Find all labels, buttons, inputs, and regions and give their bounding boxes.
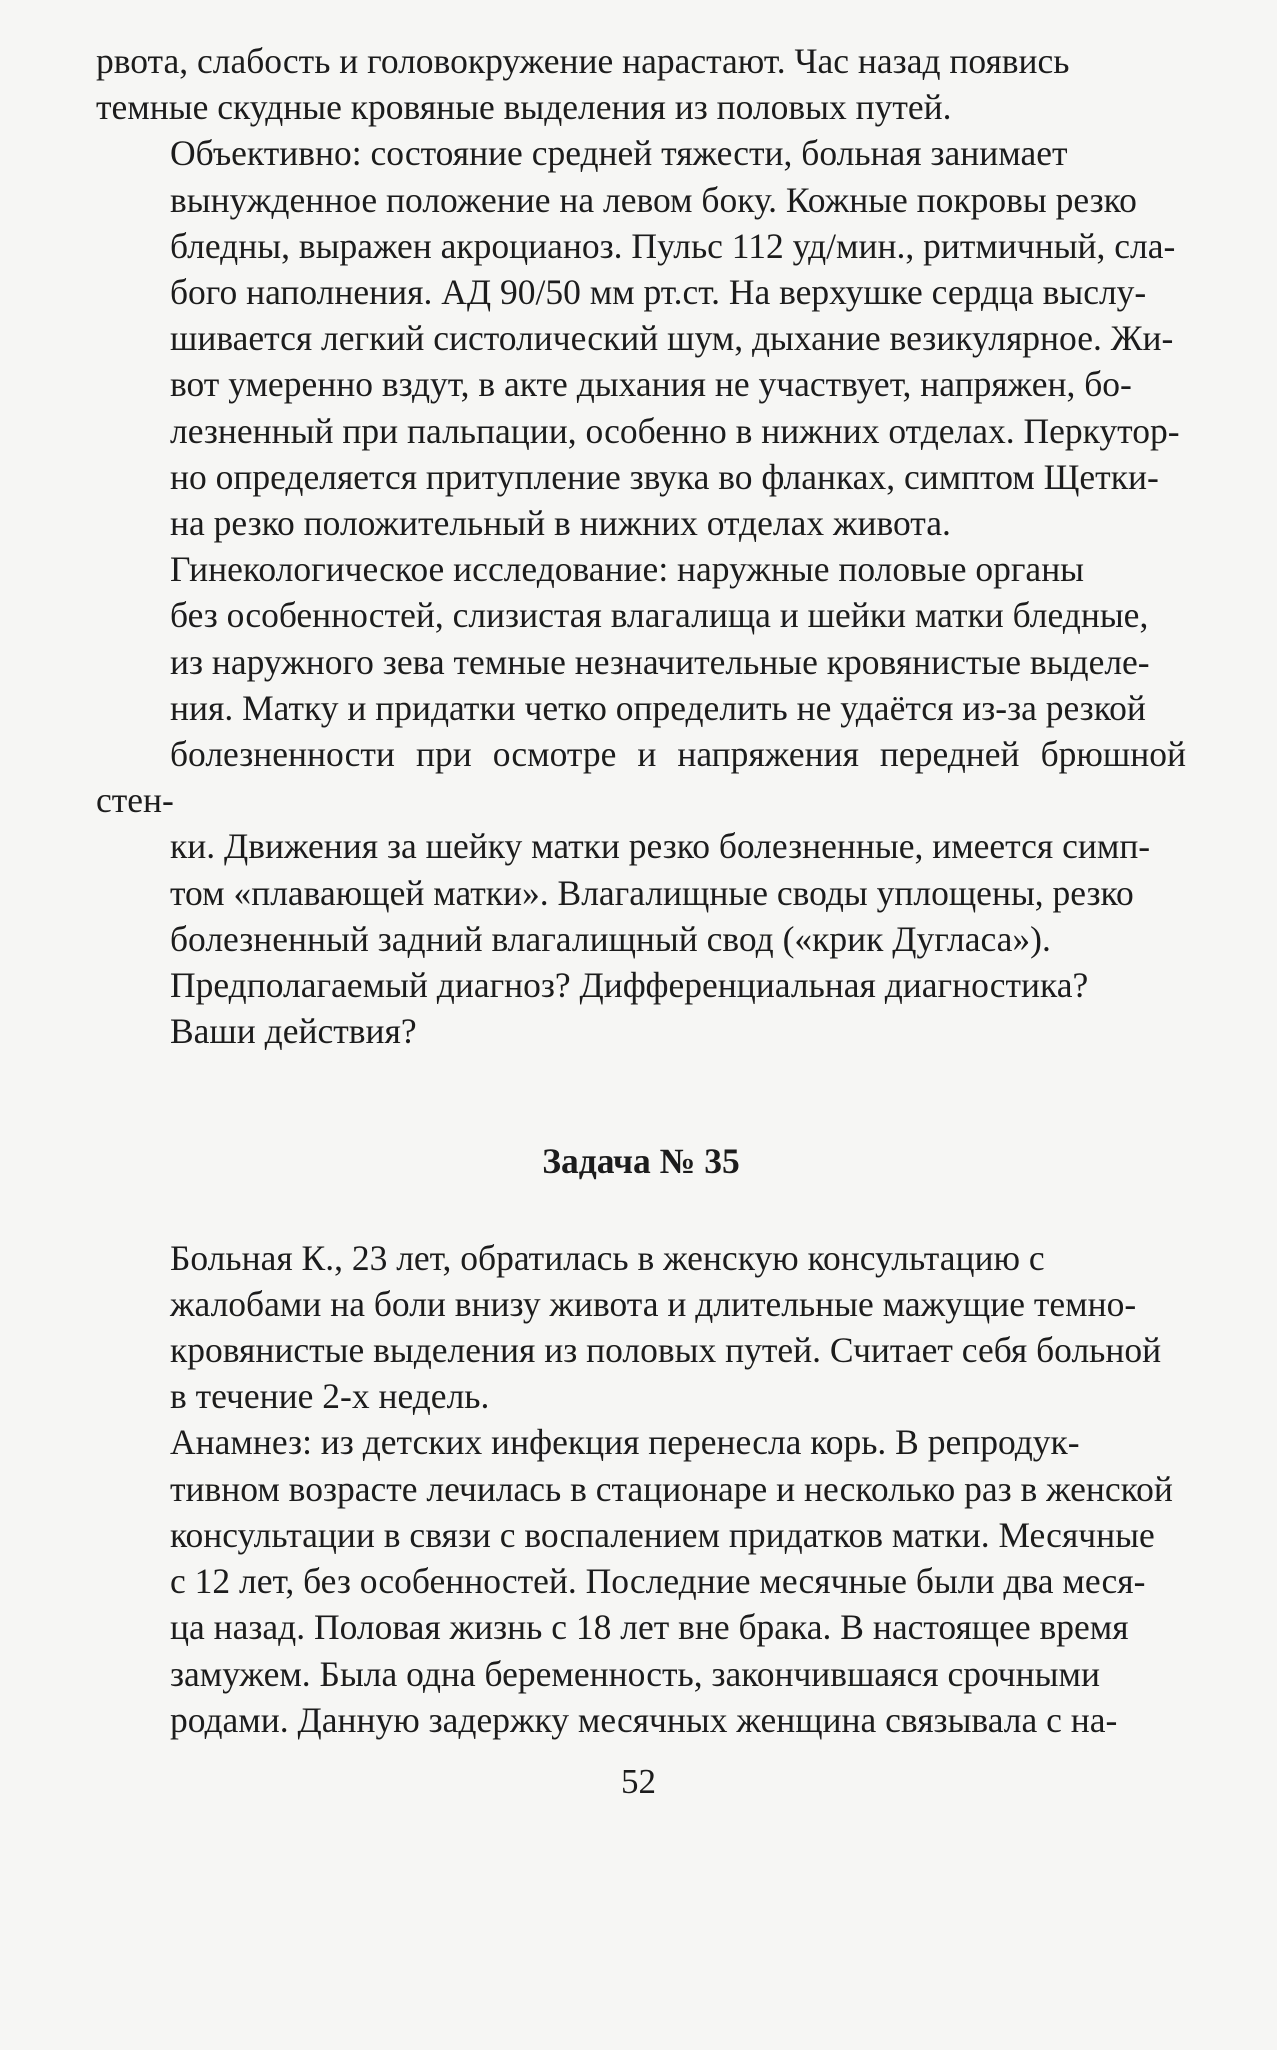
paragraph-continuation bbox=[96, 38, 1186, 130]
text-line: но определяется притупление звука во фланках, симптом Щетки- bbox=[170, 456, 1159, 497]
text-line: кровянистые выделения из половых путей. Считает себя больной bbox=[170, 1330, 1162, 1371]
paragraph-gyn bbox=[96, 546, 1186, 962]
paragraph-question bbox=[96, 962, 1186, 1054]
paragraph-patient bbox=[96, 1235, 1186, 1420]
text-line: ния. Матку и придатки четко определить не удаётся из-за резкой bbox=[170, 687, 1146, 728]
text-line: болезненности при осмотре и напряжения передней брюшной стен- bbox=[96, 734, 1186, 821]
text-line: рвота, слабость и головокружение нарастают. Час назад появись bbox=[96, 41, 1070, 81]
text-line: болезненный задний влагалищный свод («крик Дугласа»). bbox=[170, 918, 1051, 959]
text-line: вот умеренно вздут, в акте дыхания не участвует, напряжен, бо- bbox=[170, 364, 1132, 405]
text-line: родами. Данную задержку месячных женщина связывала с на- bbox=[170, 1699, 1118, 1740]
text-line: темные скудные кровяные выделения из половых путей. bbox=[96, 87, 952, 128]
text-line: консультации в связи с воспалением придатков матки. Месячные bbox=[170, 1514, 1155, 1555]
text-line: вынужденное положение на левом боку. Кожные покровы резко bbox=[170, 179, 1137, 220]
text-line: тивном возрасте лечилась в стационаре и несколько раз в женской bbox=[170, 1468, 1173, 1509]
text-line: ки. Движения за шейку матки резко болезненные, имеется симп- bbox=[170, 826, 1151, 867]
paragraph-objective bbox=[96, 130, 1186, 546]
text-line: без особенностей, слизистая влагалища и шейки матки бледные, bbox=[170, 595, 1149, 636]
page-number: 52 bbox=[621, 1762, 656, 1801]
text-line: на резко положительный в нижних отделах живота. bbox=[170, 503, 951, 544]
text-line: Гинекологическое исследование: наружные половые органы bbox=[170, 549, 1085, 590]
text-line: шивается легкий систолический шум, дыхание везикулярное. Жи- bbox=[170, 318, 1174, 359]
text-line: Ваши действия? bbox=[170, 1011, 417, 1052]
page-body bbox=[96, 38, 1186, 1743]
text-line: лезненный при пальпации, особенно в нижних отделах. Перкутор- bbox=[170, 410, 1180, 451]
text-line: бого наполнения. АД 90/50 мм рт.ст. На верхушке сердца выслу- bbox=[170, 272, 1147, 313]
text-line: Больная К., 23 лет, обратилась в женскую консультацию с bbox=[170, 1237, 1045, 1278]
text-line: Предполагаемый диагноз? Дифференциальная диагностика? bbox=[170, 965, 1089, 1006]
text-line: замужем. Была одна беременность, закончившаяся срочными bbox=[170, 1653, 1100, 1694]
task-title: Задача № 35 bbox=[542, 1141, 740, 1182]
text-line: жалобами на боли внизу живота и длительные мажущие темно- bbox=[170, 1283, 1137, 1324]
text-line: Объективно: состояние средней тяжести, больная занимает bbox=[170, 133, 1068, 174]
text-block-bottom bbox=[96, 1235, 1186, 1743]
text-block-top bbox=[96, 38, 1186, 1054]
text-line: с 12 лет, без особенностей. Последние месячные были два меся- bbox=[170, 1561, 1146, 1602]
text-line: бледны, выражен акроцианоз. Пульс 112 уд/мин., ритмичный, сла- bbox=[170, 225, 1176, 266]
paragraph-anamnesis bbox=[96, 1419, 1186, 1742]
text-line: в течение 2-х недель. bbox=[170, 1376, 490, 1417]
text-line: Анамнез: из детских инфекция перенесла корь. В репродук- bbox=[170, 1422, 1080, 1463]
text-line: из наружного зева темные незначительные кровянистые выделе- bbox=[170, 641, 1150, 682]
text-line: ца назад. Половая жизнь с 18 лет вне брака. В настоящее время bbox=[170, 1607, 1129, 1648]
text-line: том «плавающей матки». Влагалищные своды уплощены, резко bbox=[170, 872, 1134, 913]
